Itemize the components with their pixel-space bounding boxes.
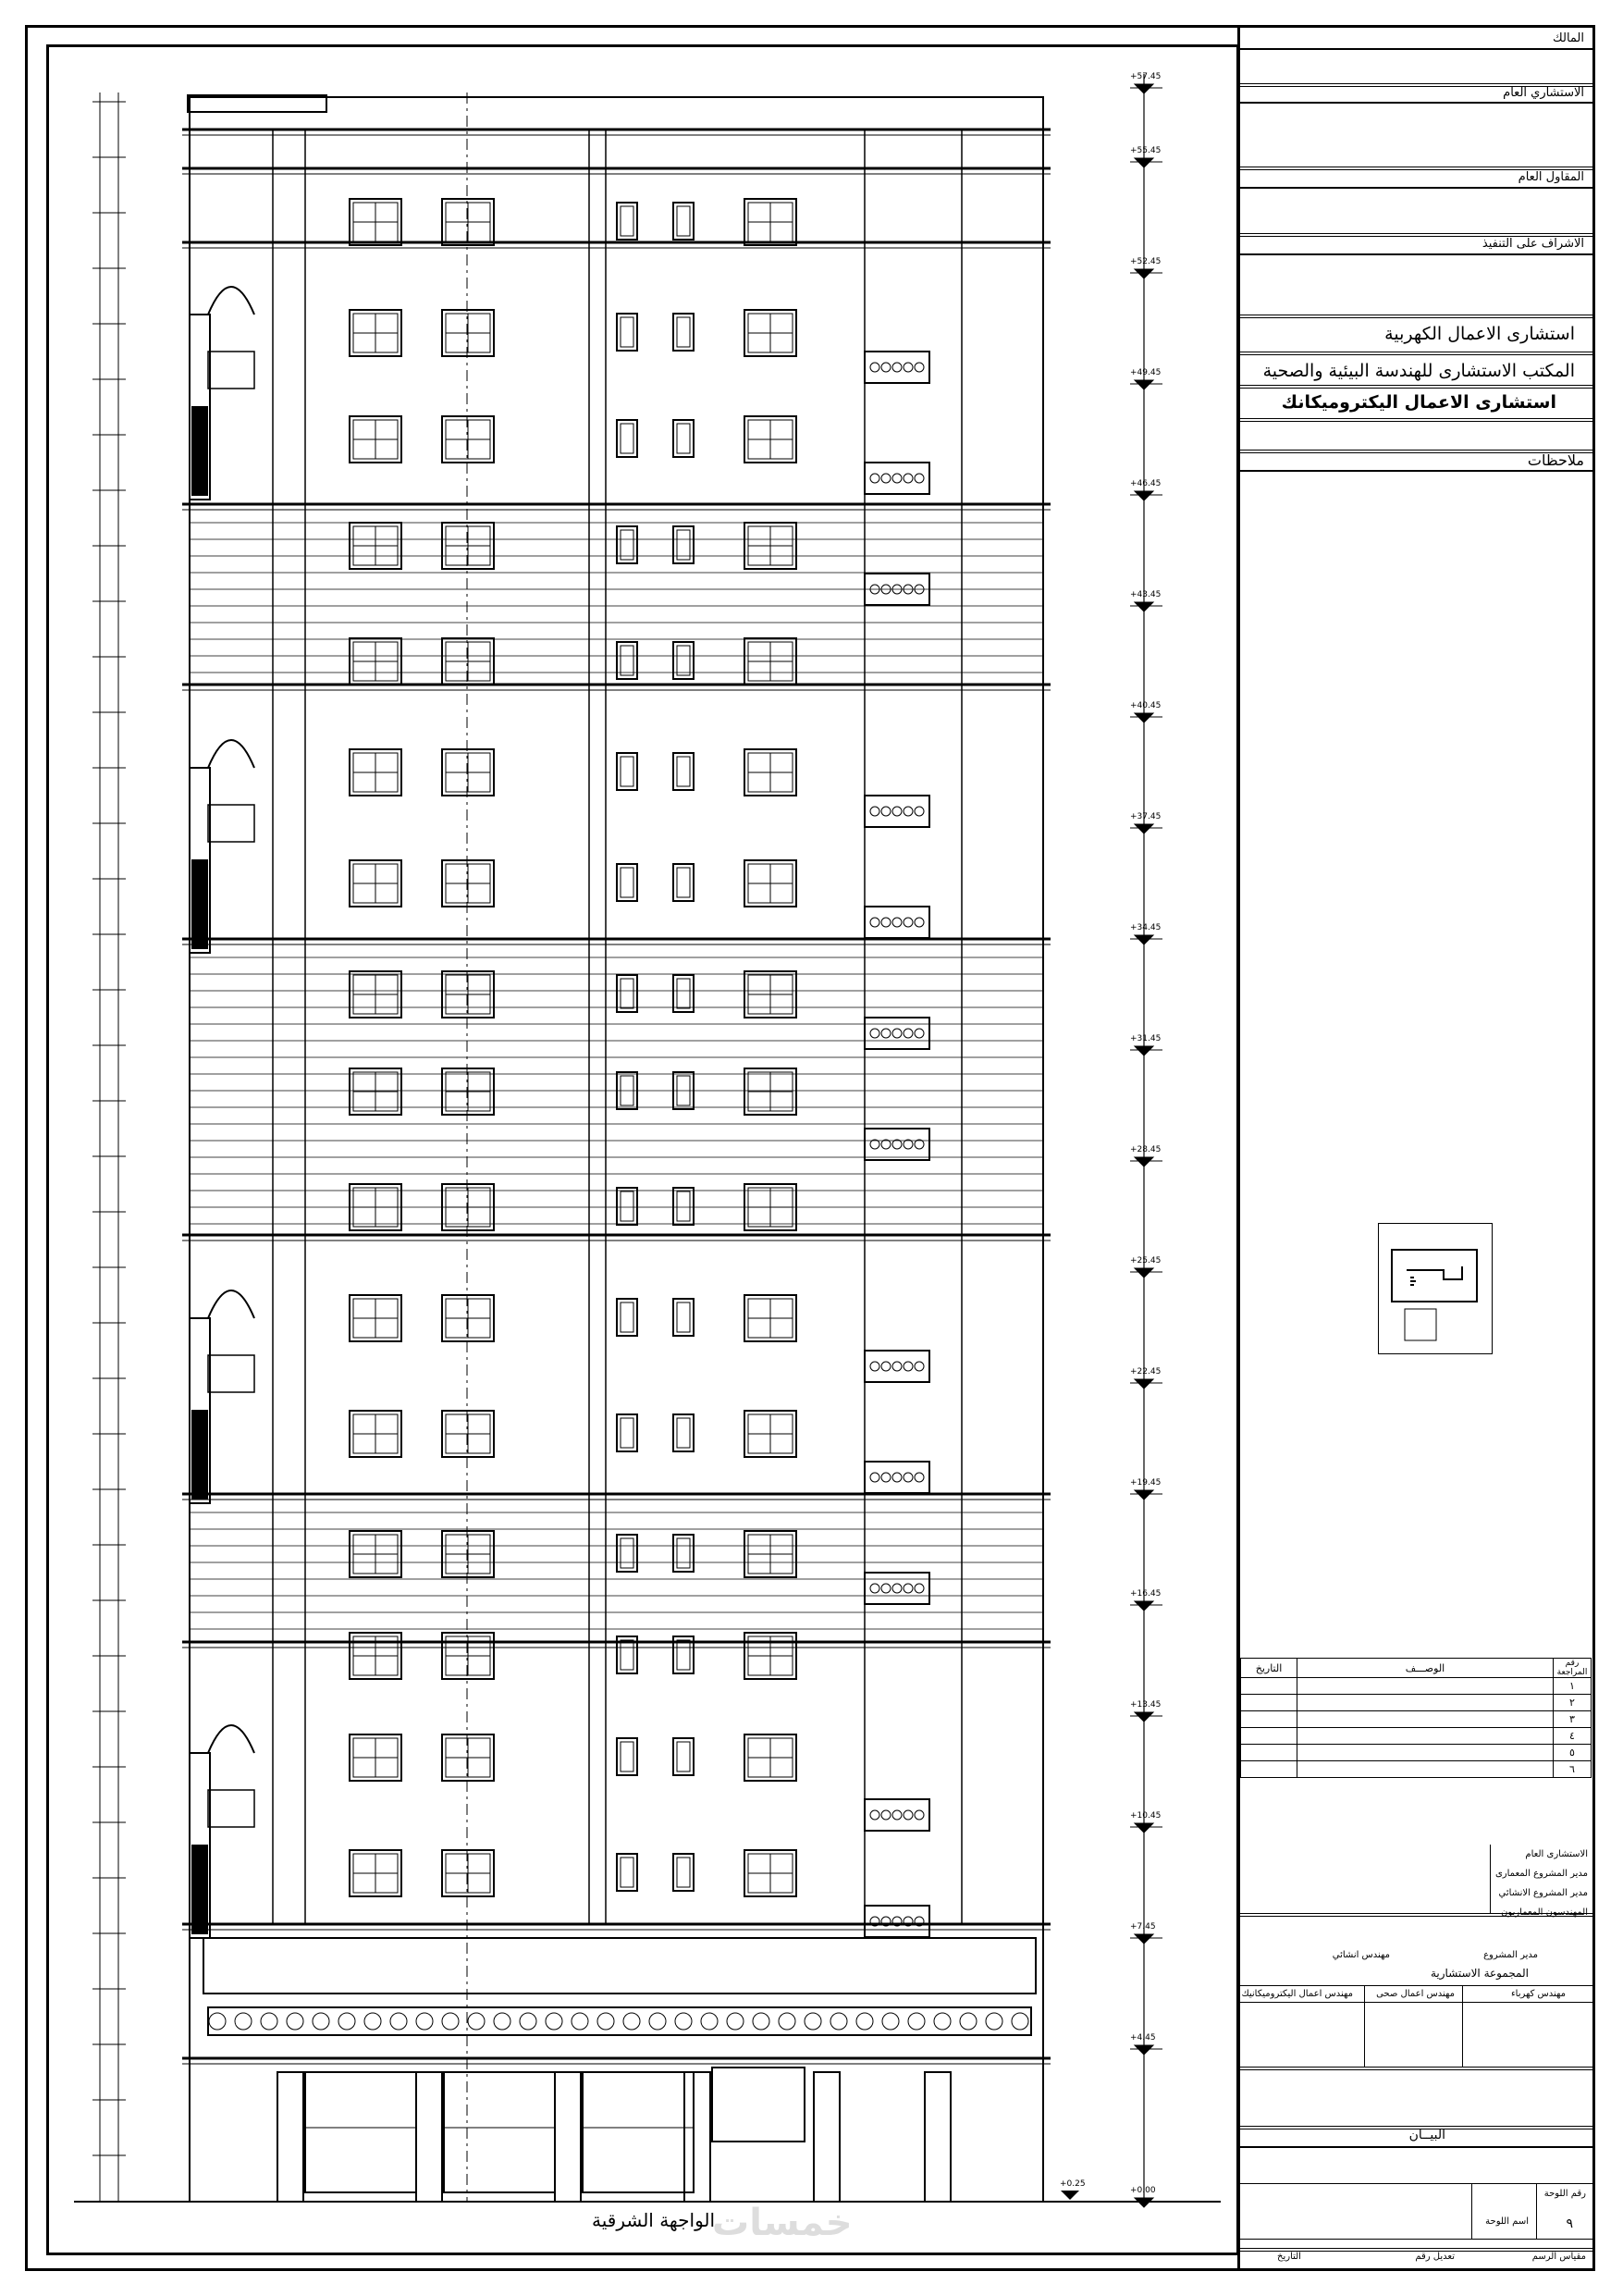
level-triangle: [1135, 1934, 1153, 1944]
slot-window: [673, 753, 694, 790]
level-triangle: [1135, 1823, 1153, 1833]
electromechanical-label: استشارى الاعمال اليكتروميكانك: [1281, 392, 1556, 413]
balcony: [865, 1351, 929, 1382]
window: [744, 310, 796, 356]
window: [442, 1734, 494, 1781]
revision-header: التاريخ الوصـــف رقم المراجعة: [1241, 1659, 1592, 1678]
level-label: +13.45: [1130, 1700, 1162, 1710]
revision-no-label: تعديل رقم: [1415, 2252, 1455, 2262]
window: [350, 1068, 401, 1115]
level-triangle: [1135, 935, 1153, 944]
supervision-row: [1240, 233, 1593, 255]
owner-label: المالك: [1553, 31, 1584, 45]
level-triangle: [1135, 602, 1153, 611]
level-label: +57.45: [1130, 72, 1162, 81]
level-label: +34.45: [1130, 923, 1162, 932]
project-manager-label: مدير المشروع: [1483, 1950, 1538, 1960]
balcony: [865, 1573, 929, 1604]
window: [442, 1295, 494, 1341]
electrical-consultant-label: استشارى الاعمال الكهربية: [1384, 324, 1575, 344]
level-label: +10.45: [1130, 1811, 1162, 1821]
window: [350, 1295, 401, 1341]
supervision-label: الاشراف على التنفيذ: [1482, 237, 1584, 251]
level-triangle: [1135, 1268, 1153, 1278]
level-triangle: [1135, 1046, 1153, 1055]
window: [744, 860, 796, 907]
balcony: [865, 796, 929, 827]
slot-window: [673, 1535, 694, 1572]
window: [744, 199, 796, 245]
corner-tower: [190, 287, 254, 500]
level-label: +43.45: [1130, 590, 1162, 599]
slot-window: [617, 642, 637, 679]
window: [350, 1850, 401, 1896]
date-label: التاريخ: [1277, 2252, 1301, 2262]
window: [442, 1531, 494, 1577]
window: [350, 416, 401, 463]
level-label: +7.45: [1130, 1922, 1156, 1932]
ground-triangle: [1061, 2191, 1079, 2200]
level-triangle: [1135, 2045, 1153, 2055]
title-block: [1237, 28, 1593, 2270]
balcony: [865, 352, 929, 383]
window: [350, 860, 401, 907]
window: [442, 199, 494, 245]
building-facade: [74, 93, 1221, 2202]
slot-window: [617, 864, 637, 901]
window: [350, 310, 401, 356]
electromechanical-row: [1240, 385, 1593, 422]
sheet-info: [1240, 2146, 1593, 2252]
level-triangle: [1135, 1601, 1153, 1611]
revision-row: ٥: [1241, 1745, 1592, 1761]
window: [442, 1633, 494, 1679]
level-triangle: [1135, 824, 1153, 833]
balcony: [865, 1906, 929, 1937]
notes-row: [1240, 450, 1593, 472]
slot-window: [673, 203, 694, 240]
level-label: +49.45: [1130, 368, 1162, 377]
window: [442, 860, 494, 907]
level-label: +22.45: [1130, 1367, 1162, 1376]
sheet-name-label: اسم اللوحة: [1485, 2216, 1529, 2227]
balcony: [865, 1799, 929, 1831]
slot-window: [673, 314, 694, 351]
notes-label: ملاحظات: [1527, 451, 1584, 469]
revision-row: ٢: [1241, 1695, 1592, 1711]
window: [442, 638, 494, 685]
slot-window: [673, 1854, 694, 1891]
revision-row: ٦: [1241, 1761, 1592, 1778]
level-label: +46.45: [1130, 479, 1162, 488]
statement-row: [1240, 2126, 1593, 2148]
window: [442, 749, 494, 796]
window: [442, 1068, 494, 1115]
slot-window: [673, 420, 694, 457]
slot-window: [673, 1414, 694, 1451]
window: [744, 416, 796, 463]
revision-row: ١: [1241, 1678, 1592, 1695]
slot-window: [617, 1535, 637, 1572]
window: [744, 1411, 796, 1457]
slot-window: [617, 975, 637, 1012]
level-label: +52.45: [1130, 257, 1162, 266]
corner-tower: [190, 1290, 254, 1503]
corner-tower: [190, 740, 254, 953]
revision-row: ٤: [1241, 1728, 1592, 1745]
level-label: +28.45: [1130, 1145, 1162, 1154]
level-triangle: [1135, 713, 1153, 722]
electrical-consultant-row: [1240, 315, 1593, 355]
sheet-no-label: رقم اللوحة: [1543, 2189, 1586, 2199]
window: [350, 1531, 401, 1577]
slot-window: [673, 1299, 694, 1336]
level-triangle: [1135, 1712, 1153, 1722]
level-triangle: [1135, 1157, 1153, 1167]
contractor-label: المقاول العام: [1518, 170, 1584, 184]
ground-floor: [203, 1938, 1036, 2202]
slot-window: [617, 314, 637, 351]
window: [744, 1734, 796, 1781]
level-triangle: [1135, 1379, 1153, 1389]
project-team-block: [1240, 1913, 1593, 2070]
environmental-office-label: المكتب الاستشارى للهندسة البيئية والصحية: [1262, 361, 1575, 381]
window: [744, 1184, 796, 1230]
environmental-office-row: [1240, 352, 1593, 389]
consulting-group-label: المجموعة الاستشارية: [1430, 1967, 1529, 1980]
slot-window: [617, 1854, 637, 1891]
level-label: +40.45: [1130, 701, 1162, 710]
window: [744, 1531, 796, 1577]
level-label: +31.45: [1130, 1034, 1162, 1043]
window: [442, 971, 494, 1018]
window: [744, 749, 796, 796]
window: [744, 1068, 796, 1115]
level-label: +0.00: [1130, 2186, 1156, 2195]
balcony: [865, 907, 929, 938]
revision-table: [1240, 1658, 1592, 1778]
owner-row: [1240, 28, 1593, 50]
window: [350, 1184, 401, 1230]
window: [442, 1850, 494, 1896]
key-plan: [1378, 1223, 1493, 1354]
staff-block: [1240, 1806, 1593, 1917]
statement-label: البيــان: [1408, 2128, 1445, 2142]
engineer-electromech: مهندس اعمال اليكتروميكانيك: [1241, 1989, 1353, 1999]
contractor-row: [1240, 167, 1593, 189]
balcony: [865, 463, 929, 494]
engineer-electrical: مهندس كهرباء: [1510, 1989, 1566, 1999]
level-label: +25.45: [1130, 1256, 1162, 1265]
window: [442, 1411, 494, 1457]
level-label: +37.45: [1130, 812, 1162, 821]
general-consultant-row: [1240, 83, 1593, 104]
window: [442, 310, 494, 356]
sheet-no: ٩: [1566, 2216, 1573, 2231]
slot-window: [617, 1414, 637, 1451]
engineer-plumbing: مهندس اعمال صحى: [1376, 1989, 1455, 1999]
window: [744, 971, 796, 1018]
slot-window: [617, 1299, 637, 1336]
window: [350, 971, 401, 1018]
window: [744, 1295, 796, 1341]
level-label: +16.45: [1130, 1589, 1162, 1599]
level-label: +55.45: [1130, 146, 1162, 155]
balcony: [865, 1462, 929, 1493]
slot-window: [673, 526, 694, 563]
window: [442, 523, 494, 569]
corner-tower: [190, 1725, 254, 1938]
window: [350, 1734, 401, 1781]
slot-window: [673, 642, 694, 679]
structural-eng-label: مهندس انشائي: [1332, 1950, 1390, 1960]
slot-window: [617, 526, 637, 563]
window: [744, 523, 796, 569]
slot-window: [673, 975, 694, 1012]
level-triangle: [1135, 1490, 1153, 1500]
window: [350, 1633, 401, 1679]
balcony: [865, 1018, 929, 1049]
slot-window: [617, 753, 637, 790]
level-triangle: [1135, 491, 1153, 500]
scale-row: [1240, 2248, 1593, 2270]
revision-row: ٣: [1241, 1711, 1592, 1728]
window: [744, 1633, 796, 1679]
window: [350, 638, 401, 685]
slot-window: [673, 1188, 694, 1225]
level-triangle: [1135, 84, 1153, 93]
window: [744, 638, 796, 685]
slot-window: [617, 1188, 637, 1225]
watermark-text: خمسات: [712, 2202, 853, 2244]
general-consultant-label: الاستشاري العام: [1503, 86, 1584, 100]
window: [442, 416, 494, 463]
scale-label: مقياس الرسم: [1531, 2252, 1586, 2262]
window: [350, 523, 401, 569]
balcony: [865, 1129, 929, 1160]
slot-window: [617, 203, 637, 240]
window: [442, 1184, 494, 1230]
window: [350, 199, 401, 245]
window: [744, 1850, 796, 1896]
staff-list: الاستشارى العام مدير المشروع المعمارى مدير المشروع الانشائي المهندسون المعماريون: [1494, 1849, 1588, 1918]
slot-window: [673, 864, 694, 901]
level-label: +4.45: [1130, 2033, 1156, 2043]
level-triangle: [1135, 269, 1153, 278]
level-triangle: [1135, 380, 1153, 389]
window: [350, 1411, 401, 1457]
slot-window: [617, 1738, 637, 1775]
slot-window: [673, 1738, 694, 1775]
ground-offset-label: +0.25: [1060, 2179, 1086, 2189]
drawing-caption: الواجهة الشرقية: [592, 2209, 716, 2231]
level-label: +19.45: [1130, 1478, 1162, 1487]
level-triangle: [1135, 158, 1153, 167]
window: [350, 749, 401, 796]
slot-window: [617, 420, 637, 457]
